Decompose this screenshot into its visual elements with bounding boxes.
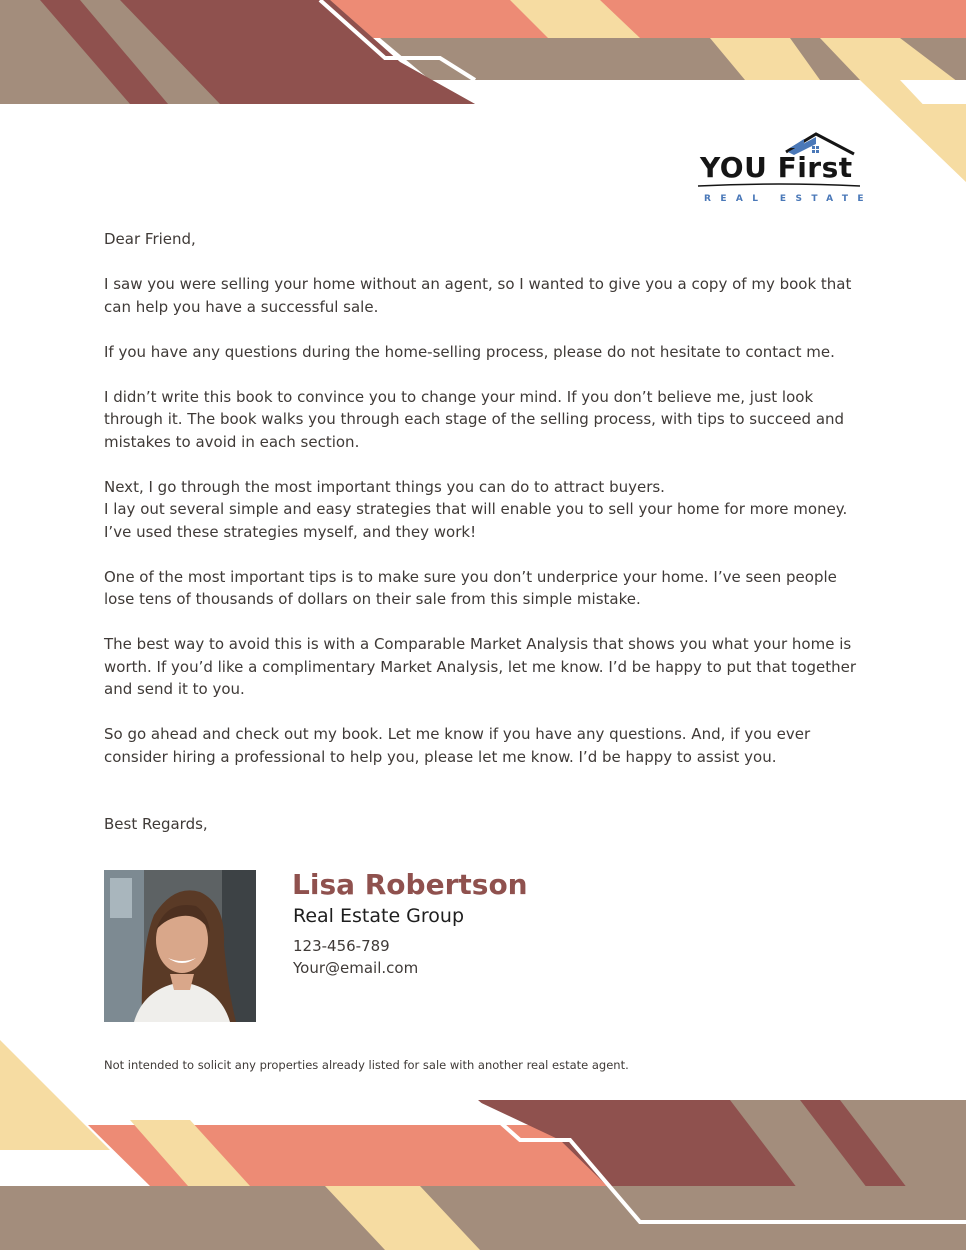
- paragraph-underprice: One of the most important tips is to make sure you don’t underprice your home. I’ve seen people lose tens of thousands of dollars on their sale from this simple mistake.: [104, 567, 837, 608]
- logo-tagline: REAL ESTATE: [704, 194, 873, 204]
- paragraph-closing: So go ahead and check out my book. Let me know if you have any questions. And, if you ever consider hiring a professional to help you, please let me know. I’d be happy to assist you.: [104, 725, 811, 766]
- agent-phone[interactable]: 123-456-789: [293, 937, 390, 955]
- agent-name: Lisa Robertson: [292, 868, 528, 901]
- next-line-2: I lay out several simple and easy strategies that will enable you to sell your home for more money. I’ve used these strategies myself, and they work!: [104, 500, 848, 541]
- logo-wordmark: YOU First: [700, 151, 853, 184]
- letter-body: [104, 228, 866, 791]
- paragraph-book: I didn’t write this book to convince you to change your mind. If you don’t believe me, just look through it. The book walks you through each stage of the selling process, with tips to succeed and mistakes to avoid in each section.: [104, 387, 845, 451]
- paragraph-intro: I saw you were selling your home without an agent, so I wanted to give you a copy of my book that can help you have a successful sale.: [104, 275, 852, 316]
- agent-company: Real Estate Group: [293, 905, 465, 927]
- paragraph-market-analysis: The best way to avoid this is with a Comparable Market Analysis that shows you what your home is worth. If you’d like a complimentary Market Analysis, let me know. I’d be happy to put that together and send it to you.: [104, 635, 857, 698]
- paragraph-questions: If you have any questions during the home-selling process, please do not hesitate to contact me.: [104, 342, 835, 361]
- paragraph-next: [104, 476, 866, 544]
- agent-email[interactable]: Your@email.com: [293, 959, 419, 977]
- salutation: Dear Friend,: [104, 230, 196, 248]
- bottom-decorative-band: [0, 1036, 966, 1250]
- next-line-1: Next, I go through the most important things you can do to attract buyers.: [104, 477, 665, 496]
- disclaimer: Not intended to solicit any properties already listed for sale with another real estate agent.: [104, 1058, 629, 1072]
- closing-line: Best Regards,: [104, 815, 208, 833]
- agent-photo: [104, 870, 256, 1022]
